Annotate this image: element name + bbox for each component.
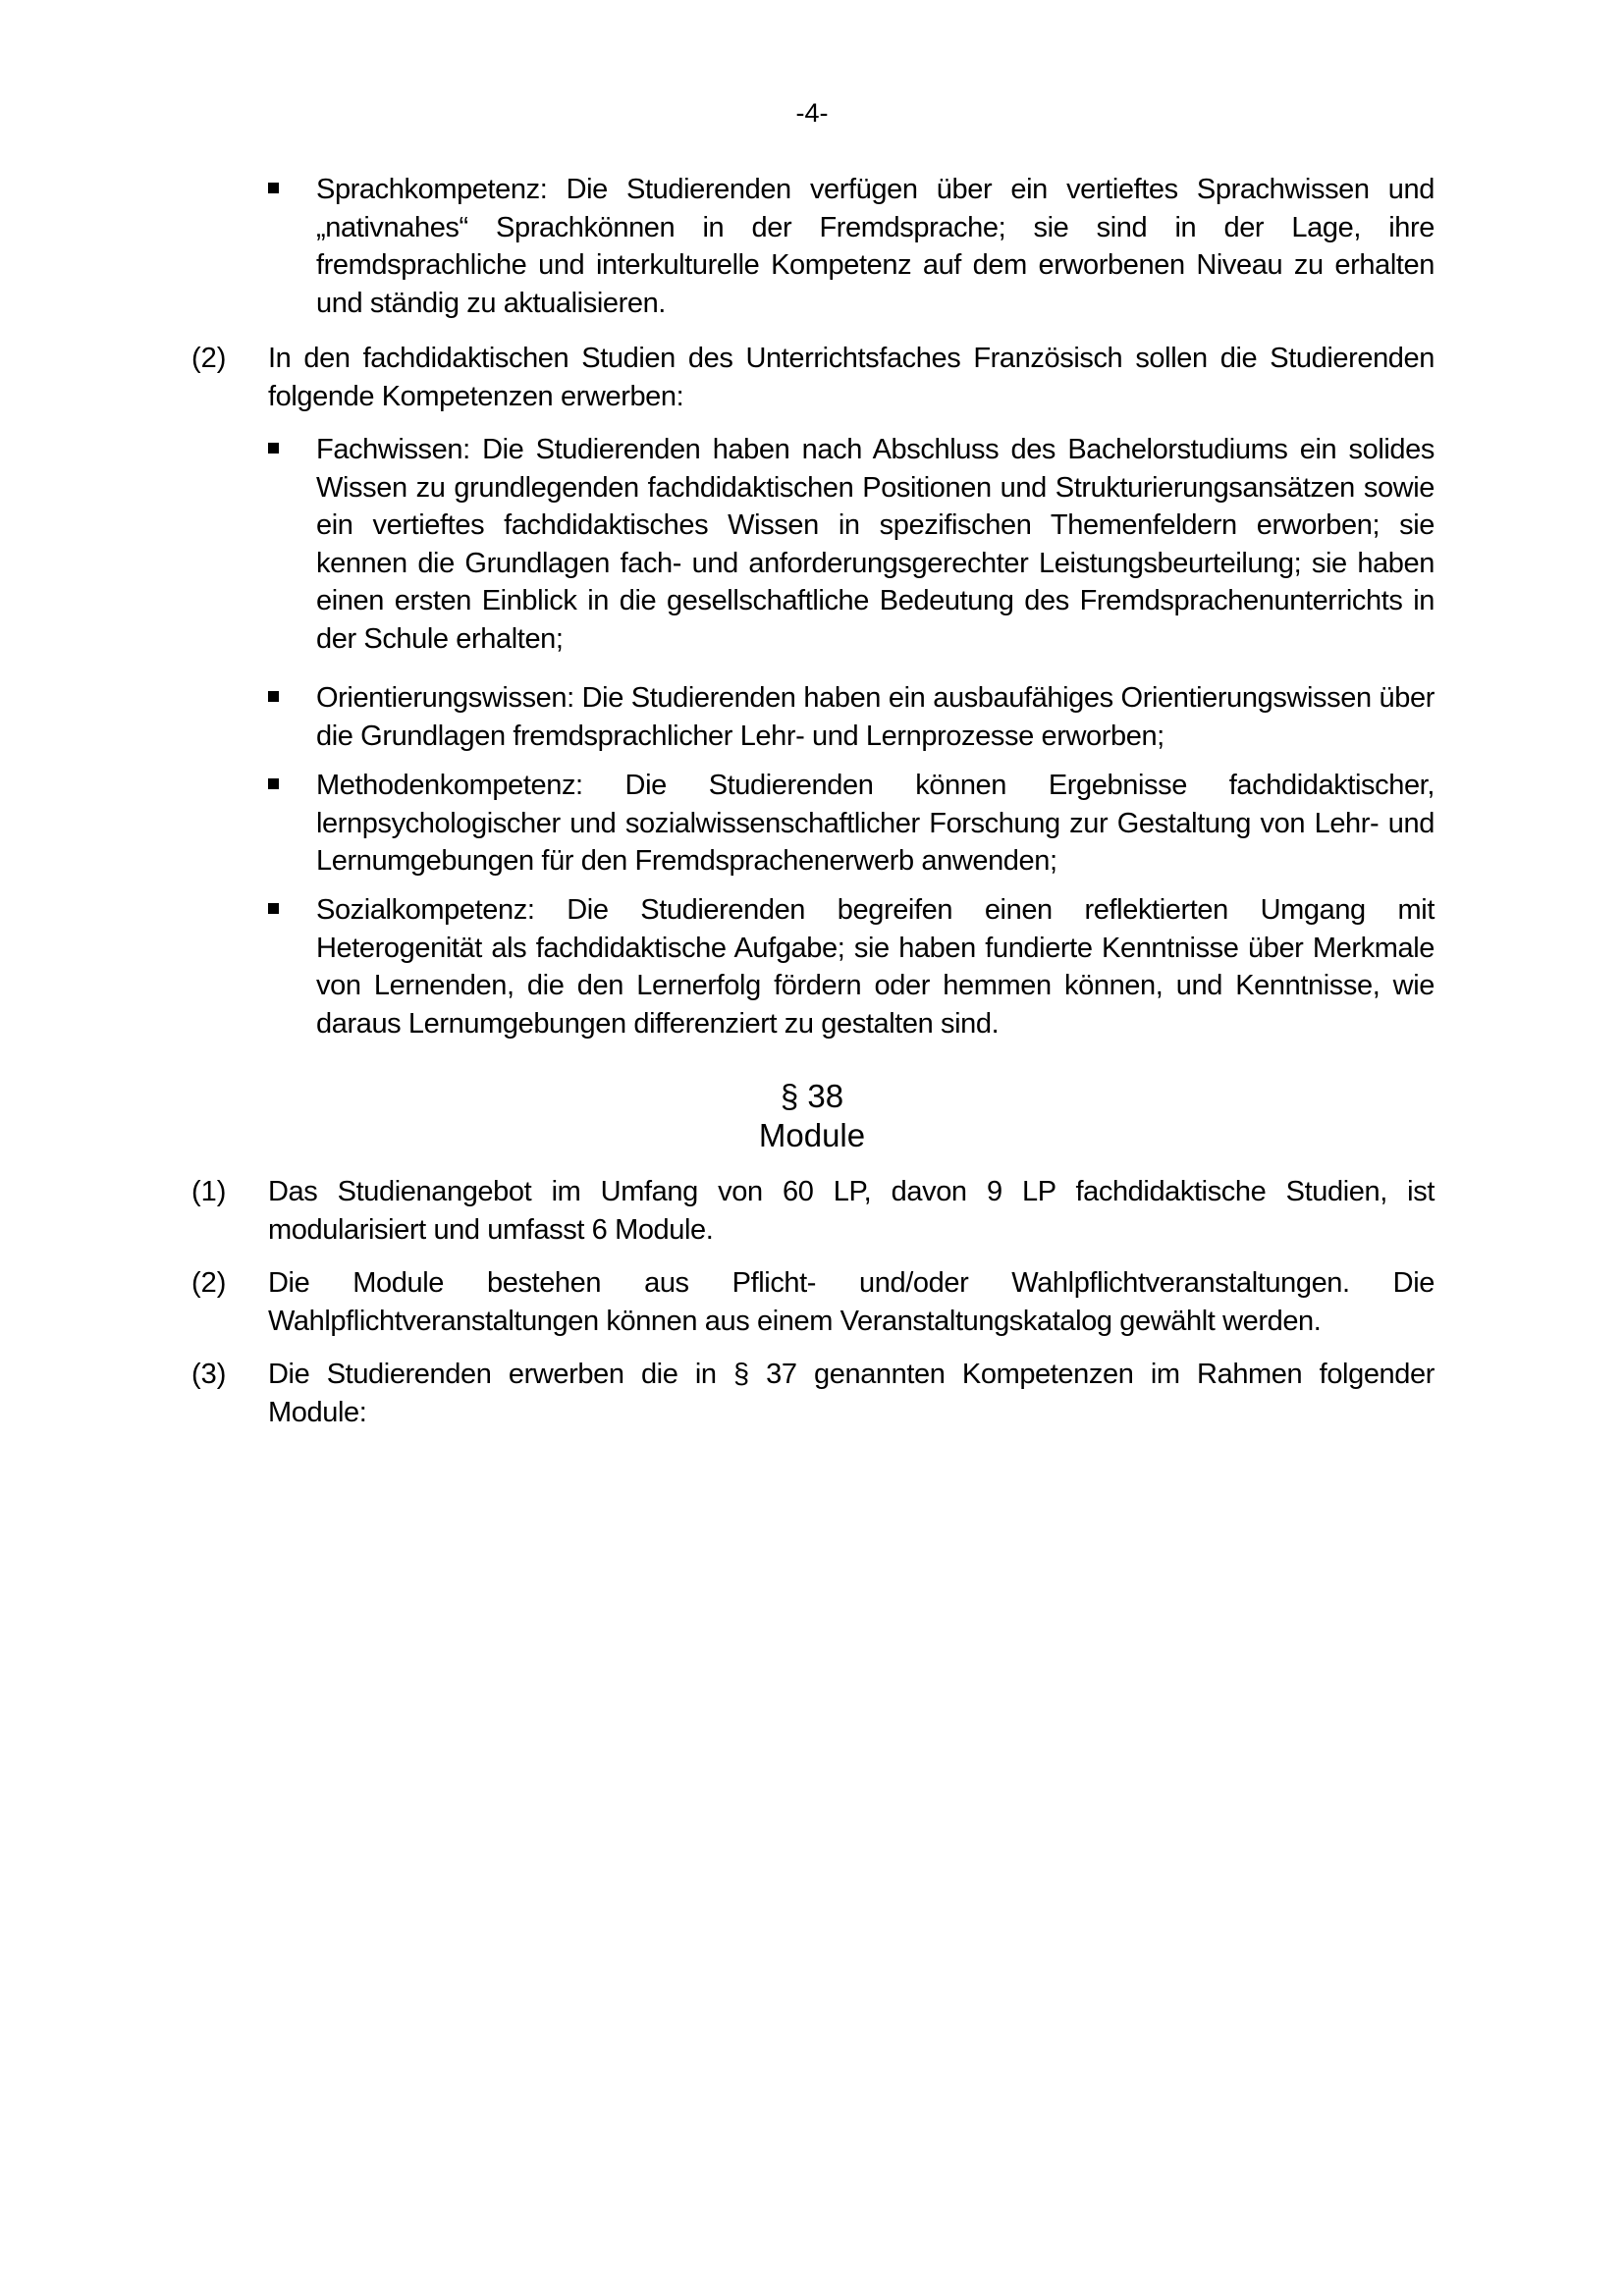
section-title: Module bbox=[758, 1117, 866, 1153]
paragraph-number: (2) bbox=[191, 1267, 227, 1299]
paragraph-number: (1) bbox=[191, 1176, 227, 1207]
bullet-fachwissen: Fachwissen: Die Studierenden haben nach Abschluss des Bachelorstudiums ein solides Wissen zu grundlegenden fachdidaktischen Positionen und Strukturierungsansätzen sowie ein vertieftes fachdidaktisches Wissen in spezifischen Themenfeldern erworben; sie kennen die Grundlagen fach- und anforderungsgerechter Leistungsbeurteilung; sie haben einen ersten Einblick in die gesellschaftliche Bedeutung des Fremdsprachenunterrichts in der Schule erhalten; bbox=[316, 434, 1435, 655]
bullet-icon bbox=[268, 443, 279, 454]
bullet-icon bbox=[268, 691, 279, 702]
page-number: -4- bbox=[795, 98, 829, 128]
bullet-sozialkompetenz: Sozialkompetenz: Die Studierenden begreifen einen reflektierten Umgang mit Heterogenität als fachdidaktische Aufgabe; sie haben fundierte Kenntnisse über Merkmale von Lernenden, die den Lernerfolg fördern oder hemmen können, und Kenntnisse, wie daraus Lernumgebungen differenziert zu gestalten sind. bbox=[316, 894, 1435, 1040]
section38-paragraph-2: Die Module bestehen aus Pflicht- und/oder Wahlpflichtveranstaltungen. Die Wahlpflichtveranstaltungen können aus einem Veranstaltungskatalog gewählt werden. bbox=[268, 1267, 1435, 1337]
paragraph-number: (3) bbox=[191, 1359, 227, 1390]
paragraph-number: (2) bbox=[191, 343, 227, 374]
bullet-orientierungswissen: Orientierungswissen: Die Studierenden haben ein ausbaufähiges Orientierungswissen über die Grundlagen fremdsprachlicher Lehr- und Lernprozesse erworben; bbox=[316, 682, 1435, 752]
bullet-icon bbox=[268, 183, 279, 193]
bullet-methodenkompetenz: Methodenkompetenz: Die Studierenden können Ergebnisse fachdidaktischer, lernpsychologischer und sozialwissenschaftlicher Forschung zur Gestaltung von Lehr- und Lernumgebungen für den Fremdsprachenerwerb anwenden; bbox=[316, 770, 1435, 877]
bullet-sprachkompetenz: Sprachkompetenz: Die Studierenden verfügen über ein vertieftes Sprachwissen und „nativnahes“ Sprachkönnen in der Fremdsprache; sie sind in der Lage, ihre fremdsprachliche und interkulturelle Kompetenz auf dem erworbenen Niveau zu erhalten und ständig zu aktualisieren. bbox=[316, 174, 1435, 319]
section38-paragraph-3: Die Studierenden erwerben die in § 37 genannten Kompetenzen im Rahmen folgender Module: bbox=[268, 1359, 1435, 1428]
bullet-icon bbox=[268, 778, 279, 789]
section-number: § 38 bbox=[780, 1078, 844, 1114]
section38-paragraph-1: Das Studienangebot im Umfang von 60 LP, davon 9 LP fachdidaktische Studien, ist modularisiert und umfasst 6 Module. bbox=[268, 1176, 1435, 1246]
paragraph-2-text: In den fachdidaktischen Studien des Unterrichtsfaches Französisch sollen die Studierenden folgende Kompetenzen erwerben: bbox=[268, 343, 1435, 412]
bullet-icon bbox=[268, 903, 279, 914]
